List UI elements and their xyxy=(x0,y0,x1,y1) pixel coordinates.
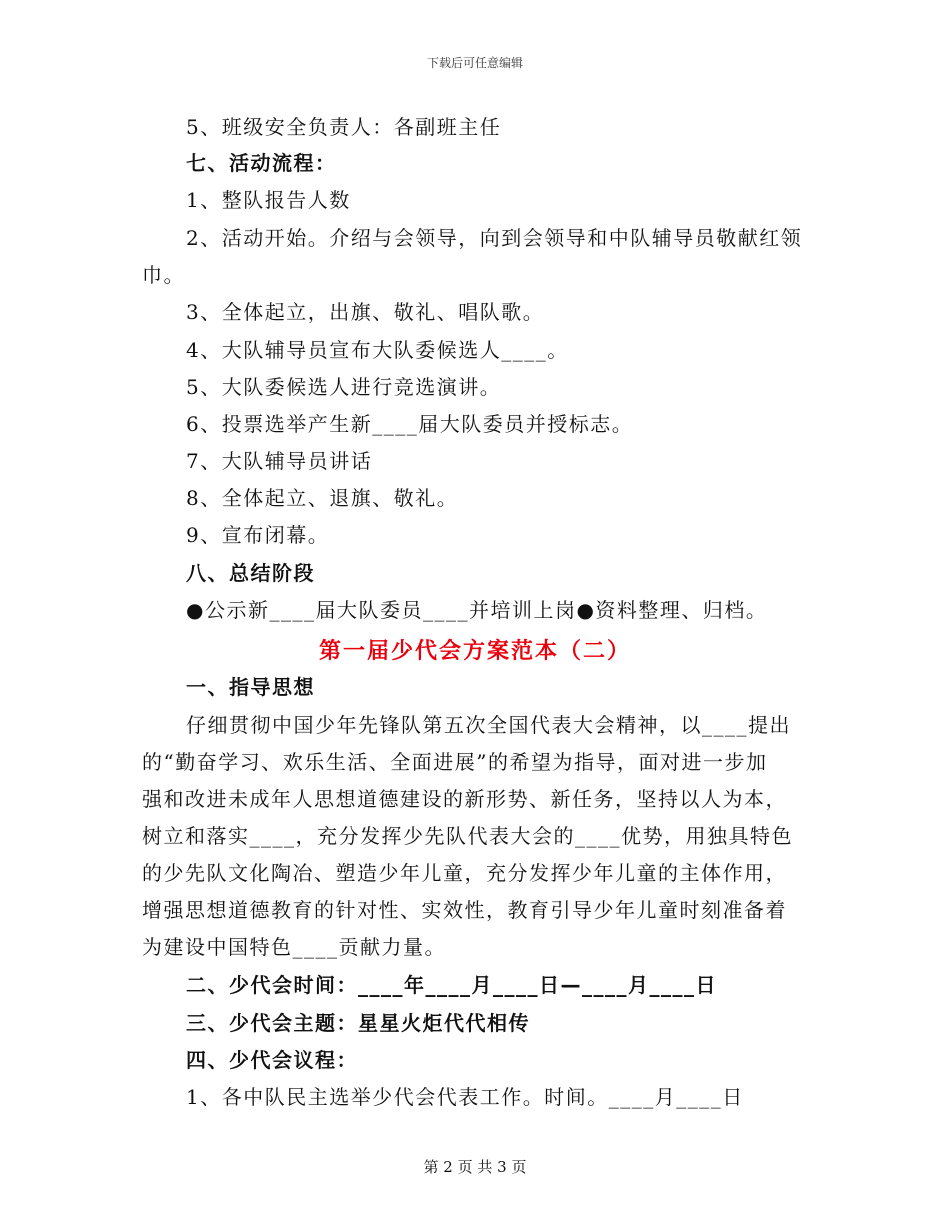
flow-step-4: 4、大队辅导员宣布大队委候选人____。 xyxy=(186,338,569,362)
guiding-ideology-line-1: 仔细贯彻中国少年先锋队第五次全国代表大会精神，以____提出 xyxy=(186,713,791,737)
summary-body: ●公示新____届大队委员____并培训上岗●资料整理、归档。 xyxy=(186,598,768,622)
flow-step-3: 3、全体起立，出旗、敬礼、唱队歌。 xyxy=(186,300,545,324)
section-heading-summary: 八、总结阶段 xyxy=(186,561,315,585)
guiding-ideology-line-3: 强和改进未成年人思想道德建设的新形势、新任务，坚持以人为本， xyxy=(142,787,787,811)
guiding-ideology-line-2: 的“勤奋学习、欢乐生活、全面进展”的希望为指导，面对进一步加 xyxy=(142,750,768,774)
flow-step-1: 1、整队报告人数 xyxy=(186,188,351,212)
flow-step-2: 2、活动开始。介绍与会领导，向到会领导和中队辅导员敬献红领 xyxy=(186,226,803,250)
flow-step-8: 8、全体起立、退旗、敬礼。 xyxy=(186,486,459,510)
flow-step-6: 6、投票选举产生新____届大队委员并授标志。 xyxy=(186,412,634,436)
part-1-heading: 一、指导思想 xyxy=(186,675,315,699)
part-3-heading: 三、少代会主题：星星火炬代代相传 xyxy=(186,1011,530,1035)
document-title: 第一届少代会方案范本（二） xyxy=(318,639,631,664)
page-number-footer: 第 2 页 共 3 页 xyxy=(423,1158,527,1176)
guiding-ideology-line-4: 树立和落实____，充分发挥少先队代表大会的____优势，用独具特色 xyxy=(142,824,793,848)
guiding-ideology-line-7: 为建设中国特色____贡献力量。 xyxy=(142,935,446,959)
guiding-ideology-line-6: 增强思想道德教育的针对性、实效性，教育引导少年儿童时刻准备着 xyxy=(142,898,787,922)
flow-step-9: 9、宣布闭幕。 xyxy=(186,523,330,547)
flow-step-7: 7、大队辅导员讲话 xyxy=(186,449,373,473)
page-header-note: 下载后可任意编辑 xyxy=(426,56,523,70)
guiding-ideology-line-5: 的少先队文化陶冶、塑造少年儿童，充分发挥少年儿童的主体作用， xyxy=(142,861,787,885)
agenda-item-1: 1、各中队民主选举少代会代表工作。时间。____月____日 xyxy=(186,1085,744,1109)
part-2-heading: 二、少代会时间：____年____月____日—____月____日 xyxy=(186,973,717,997)
flow-step-2-continued: 巾。 xyxy=(142,263,185,287)
flow-step-5: 5、大队委候选人进行竞选演讲。 xyxy=(186,375,502,399)
part-4-heading: 四、少代会议程： xyxy=(186,1048,358,1072)
section-heading-activity-flow: 七、活动流程： xyxy=(186,151,337,175)
responsibility-item-5: 5、班级安全负责人：各副班主任 xyxy=(186,115,502,139)
